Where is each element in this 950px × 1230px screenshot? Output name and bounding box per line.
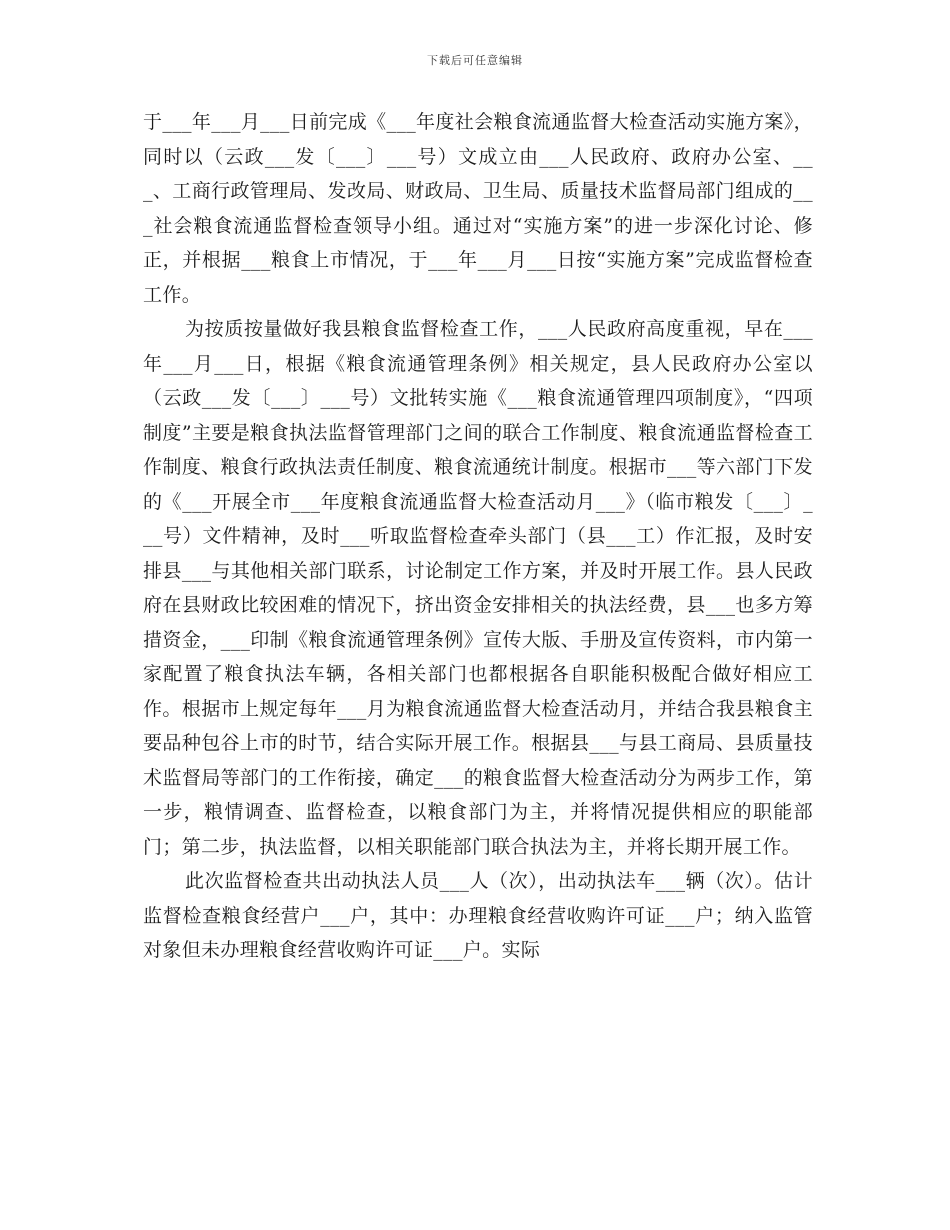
page-header: 下载后可任意编辑 bbox=[427, 54, 523, 67]
paragraph-3: 此次监督检查共出动执法人员___人（次），出动执法车___辆（次）。估计监督检查粮食经营户___户，其中：办理粮食经营收购许可证___户；纳入监管对象但未办理粮食经营收购许可证___户。实际 bbox=[143, 870, 813, 961]
paragraph-2: 为按质按量做好我县粮食监督检查工作，___人民政府高度重视，早在___年___月___日，根据《粮食流通管理条例》相关规定，县人民政府办公室以（云政___发〔___〕___号）文批转实施《___粮食流通管理四项制度》，“四项制度”主要是粮食执法监督管理部门之间的联合工作制度、粮食流通监督检查工作制度、粮食行政执法责任制度、粮食流通统计制度。根据市___等六部门下发的《___开展全市___年度粮食流通监督大检查活动月___》（临市粮发〔___〕___号）文件精神，及时___听取监督检查牵头部门（县___工）作汇报，及时安排县___与其他相关部门联系，讨论制定工作方案，并及时开展工作。县人民政府在县财政比较困难的情况下，挤出资金安排相关的执法经费，县___也多方筹措资金，___印制《粮食流通管理条例》宣传大版、手册及宣传资料，市内第一家配置了粮食执法车辆，各相关部门也都根据各自职能积极配合做好相应工作。根据市上规定每年___月为粮食流通监督大检查活动月，并结合我县粮食主要品种包谷上市的时节，结合实际开展工作。根据县___与县工商局、县质量技术监督局等部门的工作衔接，确定___的粮食监督大检查活动分为两步工作，第一步，粮情调查、监督检查，以粮食部门为主，并将情况提供相应的职能部门；第二步，执法监督，以相关职能部门联合执法为主，并将长期开展工作。 bbox=[143, 318, 813, 858]
document-body bbox=[143, 105, 813, 968]
paragraph-1: 于___年___月___日前完成《___年度社会粮食流通监督大检查活动实施方案》，同时以（云政___发〔___〕___号）文成立由___人民政府、政府办公室、___、工商行政管理局、发改局、财政局、卫生局、质量技术监督局部门组成的___社会粮食流通监督检查领导小组。通过对“实施方案”的进一步深化讨论、修正，并根据___粮食上市情况，于___年___月___日按“实施方案”完成监督检查工作。 bbox=[143, 111, 813, 306]
